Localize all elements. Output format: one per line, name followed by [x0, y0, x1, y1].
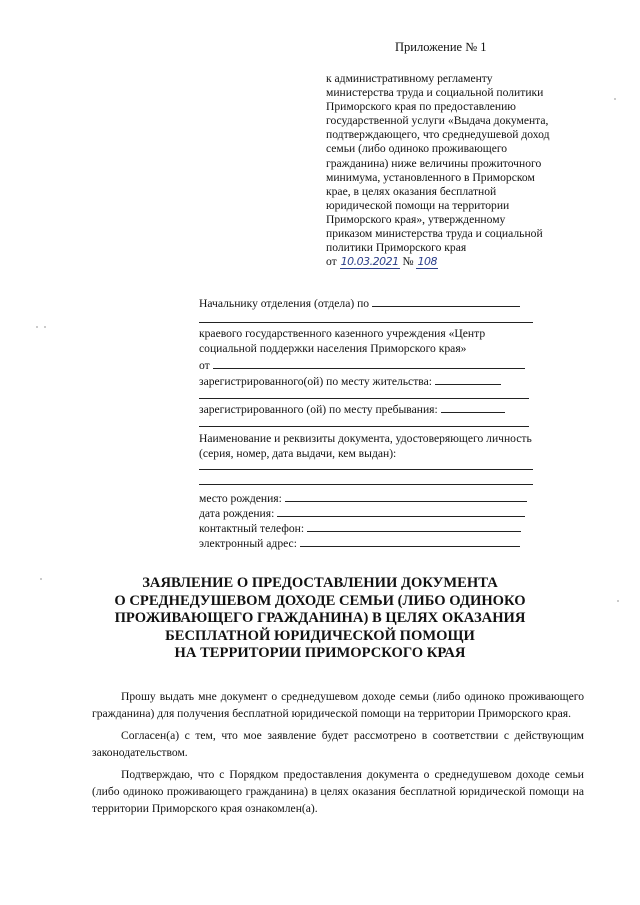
- regulation-line: политики Приморского края: [326, 241, 467, 255]
- regulation-line: гражданина) ниже величины прожиточного: [326, 156, 542, 170]
- regulation-line: приказом министерства труда и социальной: [326, 227, 543, 241]
- scan-speck: [44, 326, 46, 328]
- id-doc-field-1[interactable]: [199, 469, 533, 470]
- id-doc-line-1: Наименование и реквизиты документа, удостоверяющего личность: [199, 432, 532, 445]
- regulation-line: к административному регламенту: [326, 72, 493, 85]
- institution-line-2: социальной поддержки населения Приморского края»: [199, 342, 467, 355]
- regulation-line: минимума, установленного в Приморском: [326, 170, 535, 184]
- document-heading: [90, 575, 550, 663]
- regulation-line: подтверждающего, что среднедушевой доход: [326, 128, 550, 142]
- department-field[interactable]: [372, 296, 520, 307]
- body-paragraph: Прошу выдать мне документ о среднедушевом доходе семьи (либо одиноко проживающего гражданина) для получения бесплатной юридической помощи на территории Приморского края.: [92, 690, 584, 720]
- from-row: [199, 358, 525, 373]
- phone-row: [199, 521, 521, 536]
- stay-row: [199, 402, 505, 417]
- body-paragraph: Согласен(а) с тем, что мое заявление будет рассмотрено в соответствии с действующим законодательством.: [92, 729, 584, 759]
- residence-field-continuation[interactable]: [199, 398, 529, 399]
- appendix-title: Приложение № 1: [395, 40, 487, 54]
- stay-label: зарегистрированного (ой) по месту пребывания:: [199, 403, 438, 416]
- head-label: Начальнику отделения (отдела) по: [199, 297, 370, 310]
- stay-field[interactable]: [441, 402, 505, 413]
- email-label: электронный адрес:: [199, 537, 297, 550]
- birth-place-label: место рождения:: [199, 492, 282, 505]
- scan-speck: [614, 98, 616, 100]
- birth-date-field[interactable]: [277, 506, 525, 517]
- regulation-line: Приморского края по предоставлению: [326, 100, 516, 114]
- regulation-line: крае, в целях оказания бесплатной: [326, 184, 497, 198]
- body-paragraph: Подтверждаю, что с Порядком предоставления документа о среднедушевом доходе семьи (либо одиноко проживающего гражданина) в целях оказания бесплатной юридической помощи на территории Приморского края ознакомлен(а).: [92, 768, 584, 815]
- department-field-continuation[interactable]: [199, 322, 533, 323]
- heading-line: ПРОЖИВАЮЩЕГО ГРАЖДАНИНА) В ЦЕЛЯХ ОКАЗАНИЯ: [114, 610, 526, 627]
- birth-place-row: [199, 491, 527, 506]
- heading-line: О СРЕДНЕДУШЕВОМ ДОХОДЕ СЕМЬИ (ЛИБО ОДИНОКО: [114, 592, 526, 609]
- id-doc-field-2[interactable]: [199, 484, 533, 485]
- scan-speck: [36, 326, 38, 328]
- order-date-line: [326, 255, 584, 269]
- heading-line: БЕСПЛАТНОЙ ЮРИДИЧЕСКОЙ ПОМОЩИ: [165, 627, 475, 644]
- applicant-name-field[interactable]: [213, 358, 525, 369]
- birth-place-field[interactable]: [285, 491, 527, 502]
- handwritten-number: 108: [417, 255, 437, 269]
- birth-date-label: дата рождения:: [199, 507, 275, 520]
- email-field[interactable]: [300, 536, 520, 547]
- residence-label: зарегистрированного(ой) по месту жительства:: [199, 375, 432, 388]
- heading-line: ЗАЯВЛЕНИЕ О ПРЕДОСТАВЛЕНИИ ДОКУМЕНТА: [142, 575, 498, 591]
- residence-field[interactable]: [435, 374, 501, 385]
- from-label: от: [199, 359, 210, 372]
- regulation-line: семьи (либо одиноко проживающего: [326, 142, 508, 156]
- regulation-line: юридической помощи на территории: [326, 198, 510, 212]
- regulation-reference: [326, 72, 584, 269]
- institution-line-1: краевого государственного казенного учреждения «Центр: [199, 327, 486, 340]
- regulation-line: Приморского края», утвержденному: [326, 212, 506, 226]
- regulation-line: министерства труда и социальной политики: [326, 86, 544, 100]
- email-row: [199, 536, 520, 551]
- phone-field[interactable]: [307, 521, 521, 532]
- date-prefix: от: [326, 255, 337, 269]
- scan-speck: [40, 578, 42, 580]
- number-prefix: №: [402, 255, 414, 269]
- scan-speck: [617, 600, 619, 602]
- applicant-form: [199, 296, 539, 556]
- heading-line: НА ТЕРРИТОРИИ ПРИМОРСКОГО КРАЯ: [174, 645, 466, 662]
- stay-field-continuation[interactable]: [199, 426, 529, 427]
- phone-label: контактный телефон:: [199, 522, 305, 535]
- id-doc-line-2: (серия, номер, дата выдачи, кем выдан):: [199, 447, 397, 460]
- residence-row: [199, 374, 501, 389]
- birth-date-row: [199, 506, 525, 521]
- regulation-line: государственной услуги «Выдача документа,: [326, 114, 549, 128]
- application-body: [92, 688, 584, 822]
- handwritten-date: 10.03.2021: [340, 255, 399, 269]
- head-row: [199, 296, 520, 311]
